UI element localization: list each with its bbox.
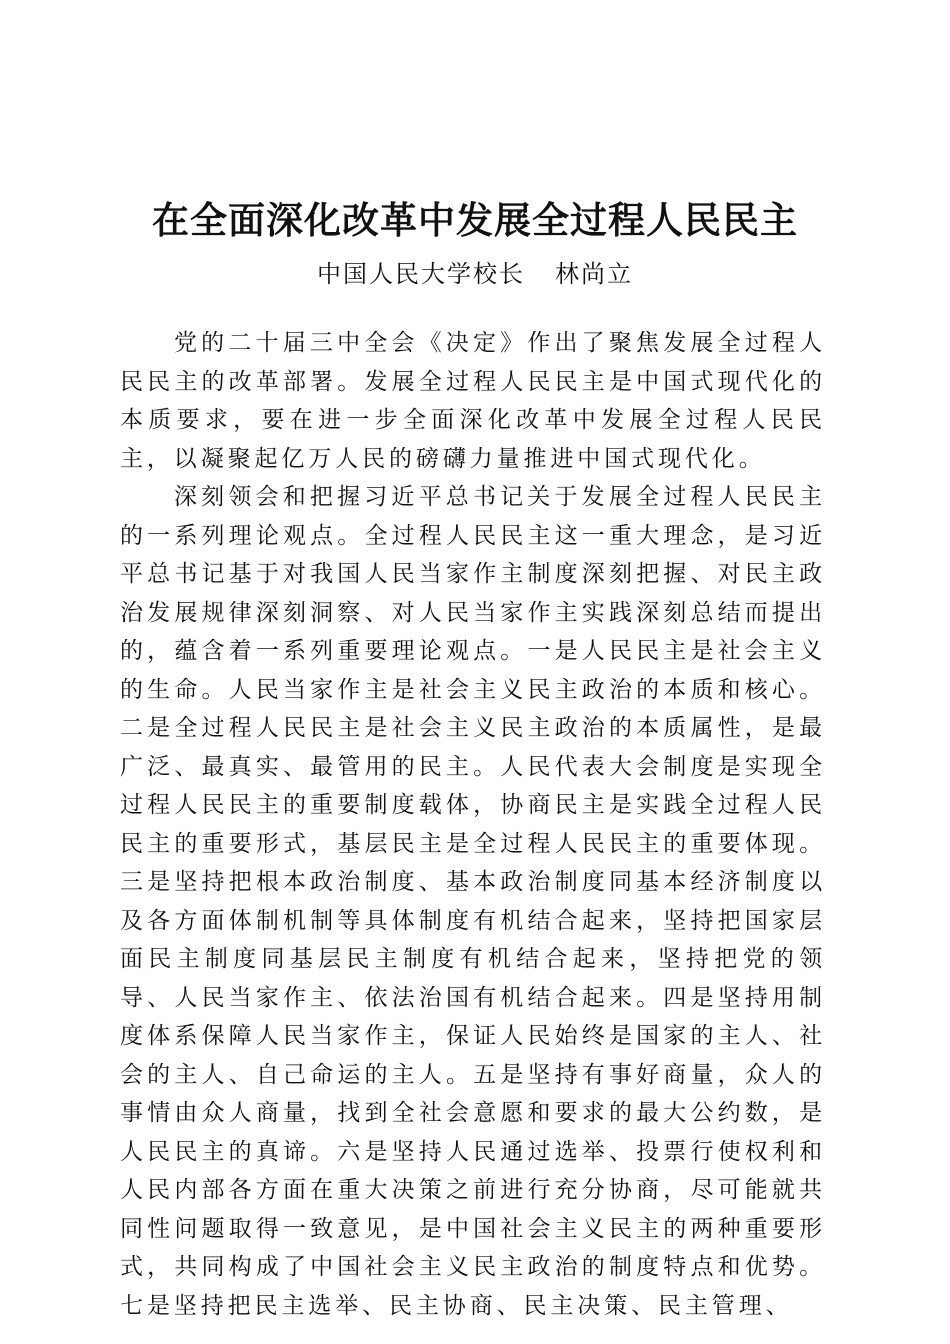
byline xyxy=(0,254,950,294)
paragraph-theory: 深刻领会和把握习近平总书记关于发展全过程人民民主的一系列理论观点。全过程人民民主这一重大理念，是习近平总书记基于对我国人民当家作主制度深刻把握、对民主政治发展规律深刻洞察、对人民当家作主实践深刻总结而提出的，蕴含着一系列重要理论观点。一是人民民主是社会主义的生命。人民当家作主是社会主义民主政治的本质和核心。二是全过程人民民主是社会主义民主政治的本质属性，是最广泛、最真实、最管用的民主。人民代表大会制度是实现全过程人民民主的重要制度载体，协商民主是实践全过程人民民主的重要形式，基层民主是全过程人民民主的重要体现。三是坚持把根本政治制度、基本政治制度同基本经济制度以及各方面体制机制等具体制度有机结合起来，坚持把国家层面民主制度同基层民主制度有机结合起来，坚持把党的领导、人民当家作主、依法治国有机结合起来。四是坚持用制度体系保障人民当家作主，保证人民始终是国家的主人、社会的主人、自己命运的主人。五是坚持有事好商量，众人的事情由众人商量，找到全社会意愿和要求的最大公约数，是人民民主的真谛。六是坚持人民通过选举、投票行使权利和人民内部各方面在重大决策之前进行充分协商，尽可能就共同性问题取得一致意见，是中国社会主义民主的两种重要形式，共同构成了中国社会主义民主政治的制度特点和优势。七是坚持把民主选举、民主协商、民主决策、民主管理、 xyxy=(120,484,826,1319)
document-title: 在全面深化改革中发展全过程人民民主 xyxy=(152,198,798,242)
paragraph-intro: 党的二十届三中全会《决定》作出了聚焦发展全过程人民民主的改革部署。发展全过程人民民主是中国式现代化的本质要求，要在进一步全面深化改革中发展全过程人民民主，以凝聚起亿万人民的磅礴力量推进中国式现代化。 xyxy=(120,330,826,472)
author-title: 中国人民大学校长 xyxy=(317,260,525,288)
article-body xyxy=(120,324,826,1325)
author-name: 林尚立 xyxy=(555,260,633,288)
